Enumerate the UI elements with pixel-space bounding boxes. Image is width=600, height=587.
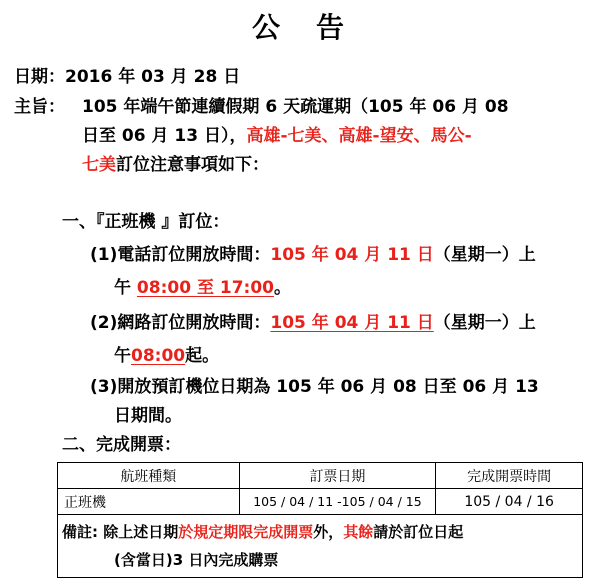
subject-line-3 xyxy=(82,150,269,175)
header-booking-date: 訂票日期 xyxy=(239,463,436,489)
ticketing-table xyxy=(57,462,583,578)
item2-suffix: （星期一）上 xyxy=(433,313,536,333)
subject-line-1: 105 年端午節連續假期 6 天疏運期（105 年 06 月 08 xyxy=(82,97,509,117)
subject-route-end: 七美 xyxy=(82,155,116,175)
item2-line-2 xyxy=(114,341,219,366)
cell-booking-date: 105 / 04 / 11 -105 / 04 / 15 xyxy=(239,489,436,515)
table-row xyxy=(58,489,583,515)
header-ticketing-time: 完成開票時間 xyxy=(436,463,583,489)
item1-date: 105 年 04 月 11 日 xyxy=(270,245,434,265)
note-part1: 備註: 除上述日期 xyxy=(62,523,179,541)
subject-label: 主旨： xyxy=(14,97,65,117)
note-part5: 請於訂位日起 xyxy=(373,523,464,541)
section1-heading: 一、『正班機 』訂位： xyxy=(62,212,230,232)
item1-time: 08:00 至 17:00 xyxy=(136,278,274,298)
item3-line-1: (3)開放預訂機位日期為 105 年 06 月 08 日至 06 月 13 xyxy=(90,377,539,397)
note-others: 其餘 xyxy=(343,523,374,541)
date-value: 2016 年 03 月 28 日 xyxy=(65,67,241,87)
table-note-row xyxy=(58,515,583,578)
note-line-2: (含當日)3 日內完成購票 xyxy=(114,551,279,569)
cell-flight-type: 正班機 xyxy=(58,489,240,515)
cell-ticketing-time: 105 / 04 / 16 xyxy=(436,489,583,515)
item1-line2-prefix: 午 xyxy=(114,278,137,298)
date-label: 日期： xyxy=(14,67,65,87)
note-line-1 xyxy=(62,521,463,542)
subject-dates: 日至 06 月 13 日）， xyxy=(82,126,247,146)
subject-ending: 訂位注意事項如下： xyxy=(116,155,269,175)
item2-line2-prefix: 午 xyxy=(114,346,131,366)
note-cell xyxy=(58,515,583,578)
date-line xyxy=(14,62,240,87)
subject-line-2 xyxy=(82,121,472,146)
item2-time: 08:00 xyxy=(131,346,186,366)
table-header-row xyxy=(58,463,583,489)
item2-line-1 xyxy=(90,308,536,333)
item1-suffix: （星期一）上 xyxy=(433,245,536,265)
item1-prefix: (1)電話訂位開放時間： xyxy=(90,245,271,265)
item2-line2-suffix: 起。 xyxy=(185,346,220,366)
note-part3: 外， xyxy=(313,523,344,541)
item2-prefix: (2)網路訂位開放時間： xyxy=(90,313,271,333)
subject-routes: 高雄-七美、高雄-望安、馬公- xyxy=(246,126,472,146)
item1-line-1 xyxy=(90,240,536,265)
item1-line-2 xyxy=(114,273,291,298)
note-deadline: 於規定期限完成開票 xyxy=(178,523,314,541)
item1-line2-suffix: 。 xyxy=(273,278,291,298)
item2-date: 105 年 04 月 11 日 xyxy=(270,313,434,333)
header-flight-type: 航班種類 xyxy=(58,463,240,489)
item3-line-2: 日期間。 xyxy=(114,406,182,426)
section2-heading: 二、完成開票： xyxy=(62,435,181,455)
page-title: 公 告 xyxy=(251,11,348,44)
